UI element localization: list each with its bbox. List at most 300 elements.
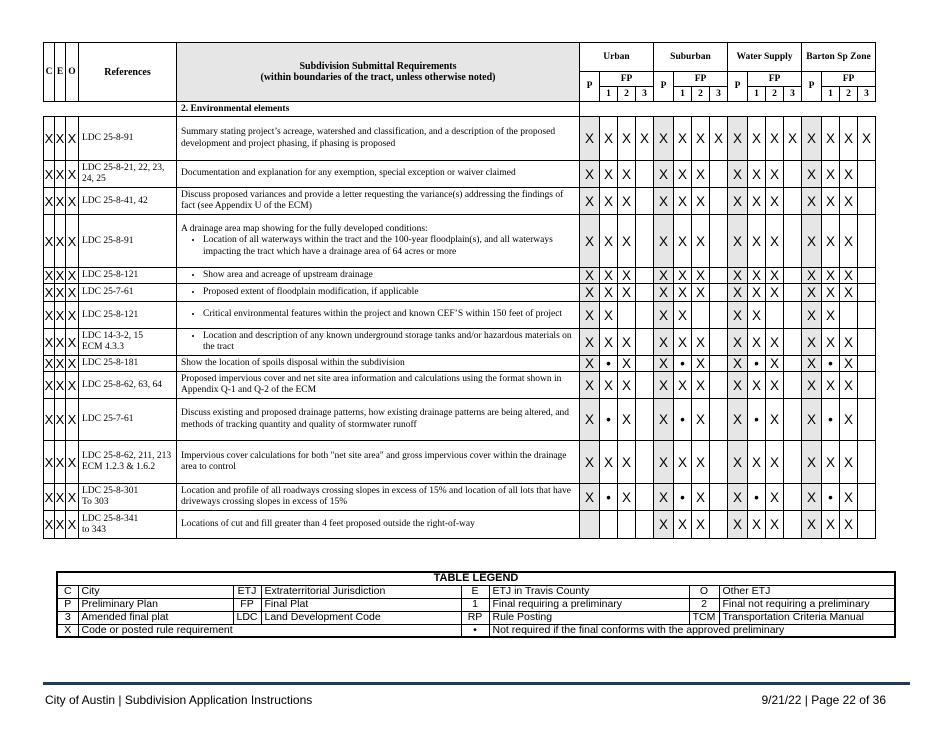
requirement-mark [858,268,876,284]
ceo-mark-o: X [66,284,79,302]
reference-line: LDC 25-8-341 [82,513,139,524]
legend-meaning: Not required if the final conforms with the approved preliminary [489,624,895,637]
ceo-mark-o: X [66,215,79,268]
requirement-mark: X [748,511,766,539]
requirement-mark: X [600,329,618,356]
requirement-mark: X [692,356,710,372]
requirement-mark: X [692,215,710,268]
requirement-mark: X [822,215,840,268]
requirement-mark: X [822,302,840,329]
requirement-mark: X [822,161,840,188]
requirement-mark: X [748,302,766,329]
requirement-mark [784,188,802,215]
ceo-mark-c: X [44,285,54,300]
reference-cell [79,356,177,372]
fp-header: FP [674,72,728,87]
fp-header: FP [600,72,654,87]
requirement-mark: X [580,356,600,372]
requirement-cell: Discuss proposed variances and provide a letter requesting the variance(s) addressing the findings of fact (see Appendix U of the ECM) [177,188,580,215]
reference-line: LDC 25-8-41, 42 [82,195,148,206]
requirement-mark: X [728,161,748,188]
requirement-mark: X [618,188,636,215]
group-header-urban: Urban [580,43,654,72]
ceo-mark-e: X [55,441,66,484]
requirement-mark: X [580,284,600,302]
reference-line: ECM 4.3.3 [82,342,124,352]
requirement-mark: X [618,268,636,284]
requirement-mark: X [728,188,748,215]
requirement-mark: X [766,161,784,188]
requirement-mark: • [822,484,840,511]
footer-left-text: City of Austin | Subdivision Application Instructions [45,693,313,707]
section-row [44,102,876,117]
requirement-mark: X [618,284,636,302]
reference-cell [79,329,177,356]
legend-meaning: Rule Posting [489,611,689,624]
requirement-cell: Proposed impervious cover and net site area information and calculations using the format shown in Appendix Q-1 and Q-2 of the ECM [177,372,580,399]
legend-meaning: Transportation Criteria Manual [719,611,895,624]
fp-col-1: 1 [748,87,766,102]
requirement-cell: Impervious cover calculations for both "net site area" and gross impervious cover within the drainage area to control [177,441,580,484]
requirement-mark: X [618,215,636,268]
requirement-mark: X [840,356,858,372]
requirement-mark: X [802,511,822,539]
requirement-mark: • [822,356,840,372]
legend-row [57,611,895,624]
ceo-mark-e: X [55,302,66,329]
ceo-mark-e: X [55,372,66,399]
reference-line: LDC 25-8-121 [82,309,139,320]
requirement-mark [636,356,654,372]
requirement-mark: X [802,372,822,399]
requirement-cell: Locations of cut and fill greater than 4 feet proposed outside the right-of-way [177,511,580,539]
legend-meaning: City [78,585,233,598]
legend-abbreviation: FP [233,598,261,611]
requirement-mark: X [766,372,784,399]
legend-abbreviation: X [57,624,78,637]
requirement-mark: • [748,356,766,372]
requirement-mark: X [766,356,784,372]
requirement-mark: X [654,284,674,302]
requirement-mark: X [822,188,840,215]
requirement-mark: X [580,117,600,161]
requirement-mark: X [766,284,784,302]
requirement-mark: X [580,372,600,399]
requirement-mark: X [580,215,600,268]
requirement-mark: X [748,117,766,161]
requirement-mark: X [600,215,618,268]
requirement-mark: X [580,268,600,284]
fp-header: FP [822,72,876,87]
requirement-mark: X [802,484,822,511]
requirements-subtitle: (within boundaries of the tract, unless otherwise noted) [260,72,496,83]
p-header: P [802,72,822,102]
reference-line: LDC 25-8-21, 22, 23, 24, 25 [82,163,165,184]
requirement-mark [858,441,876,484]
ceo-mark-o: X [66,268,79,284]
fp-col-2: 2 [840,87,858,102]
ceo-mark-e: X [55,484,66,511]
fp-col-2: 2 [618,87,636,102]
legend-abbreviation: 1 [461,598,489,611]
legend-abbreviation: LDC [233,611,261,624]
requirement-mark: X [728,399,748,441]
legend-abbreviation: P [57,598,78,611]
table-row [44,356,876,372]
requirement-cell [177,284,580,302]
table-row [44,484,876,511]
requirement-mark: X [654,268,674,284]
ceo-mark-c: X [44,215,55,268]
reference-line: LDC 25-7-61 [82,414,134,424]
requirement-mark [766,302,784,329]
requirement-mark: X [728,329,748,356]
table-row [44,399,876,441]
requirement-mark [600,511,618,539]
requirement-mark: X [600,188,618,215]
p-header: P [580,72,600,102]
table-row [44,441,876,484]
requirement-mark: X [600,284,618,302]
ceo-mark-o: X [66,302,79,329]
requirement-mark: X [728,372,748,399]
ceo-mark-e: X [55,399,66,441]
requirement-mark: X [580,302,600,329]
requirement-mark: X [766,188,784,215]
table-row [44,372,876,399]
ceo-mark-e: X [55,161,66,188]
requirement-mark: X [654,399,674,441]
requirement-cell: Show the location of spoils disposal within the subdivision [177,356,580,372]
requirement-mark [784,268,802,284]
requirement-mark: X [748,372,766,399]
ceo-mark-o: X [66,161,79,188]
requirement-mark [840,302,858,329]
requirement-mark [858,484,876,511]
requirement-mark: X [618,161,636,188]
requirement-mark: X [692,399,710,441]
requirement-mark: X [840,399,858,441]
requirement-mark [692,302,710,329]
requirement-cell [177,215,580,268]
ceo-mark-c: X [44,399,55,441]
col-header-e: E [55,43,66,102]
requirement-mark: X [766,399,784,441]
requirement-cell: Location and profile of all roadways crossing slopes in excess of 15% and location of all lots that have driveways crossing slopes in excess of 15% [177,484,580,511]
requirement-mark: X [802,188,822,215]
col-header-requirements [177,43,580,102]
legend-meaning: Final not requiring a preliminary [719,598,895,611]
requirement-mark [710,284,728,302]
requirement-mark [710,511,728,539]
requirement-mark [784,356,802,372]
requirement-mark: X [692,329,710,356]
requirement-mark: X [580,441,600,484]
requirement-mark: X [654,329,674,356]
ceo-mark-c: X [44,484,55,511]
requirement-mark: X [802,161,822,188]
footer-rule [43,682,910,685]
requirement-mark: • [600,399,618,441]
group-header-barton-springs: Barton Sp Zone [802,43,876,72]
ceo-mark-c: X [44,356,54,371]
fp-col-3: 3 [710,87,728,102]
requirement-mark: X [674,215,692,268]
requirement-mark [636,188,654,215]
fp-col-1: 1 [822,87,840,102]
requirement-mark: • [822,399,840,441]
fp-header: FP [748,72,802,87]
reference-line: LDC 14-3-2, 15 [82,331,143,341]
requirement-mark: X [802,268,822,284]
col-header-o: O [66,43,79,102]
requirement-mark [636,215,654,268]
ceo-mark-c: X [44,188,55,215]
footer-page-info: 9/21/22 | Page 22 of 36 [761,693,886,707]
ceo-mark-o: X [66,511,79,539]
requirement-mark: X [654,215,674,268]
ceo-mark-c: X [44,329,55,356]
requirement-mark [710,484,728,511]
ceo-mark-c: X [44,268,54,283]
ceo-mark-e: X [55,215,66,268]
legend-meaning: Land Development Code [261,611,461,624]
requirement-mark: • [748,484,766,511]
requirement-mark: X [748,284,766,302]
legend-row [57,598,895,611]
requirement-mark: X [580,329,600,356]
fp-col-2: 2 [692,87,710,102]
requirement-mark: X [692,117,710,161]
requirement-mark: X [766,268,784,284]
fp-col-1: 1 [600,87,618,102]
requirement-mark: X [692,511,710,539]
requirement-mark [858,329,876,356]
requirement-mark: X [600,441,618,484]
requirement-mark: X [822,372,840,399]
requirement-mark: X [618,372,636,399]
p-header: P [654,72,674,102]
fp-col-3: 3 [784,87,802,102]
section-title: 2. Environmental elements [177,102,580,117]
ceo-mark-o: X [66,399,79,441]
requirement-mark: X [802,215,822,268]
ceo-mark-e: X [55,188,66,215]
reference-line: LDC 25-7-61 [82,287,134,297]
requirement-mark [858,399,876,441]
legend-row [57,585,895,598]
requirement-mark: X [802,329,822,356]
requirement-mark [784,302,802,329]
requirements-table [43,42,876,539]
requirement-bullet: • Proposed extent of floodplain modification, if applicable [203,287,576,299]
requirement-cell [177,302,580,329]
requirement-mark: X [692,441,710,484]
legend-abbreviation: TCM [689,611,719,624]
requirement-mark: X [728,484,748,511]
requirement-mark: X [692,188,710,215]
table-row [44,284,876,302]
ceo-mark-o: X [66,329,79,356]
requirement-mark: X [654,441,674,484]
legend-meaning: Code or posted rule requirement [78,624,461,637]
legend-meaning: ETJ in Travis County [489,585,689,598]
requirement-mark: X [710,117,728,161]
ceo-mark-e: X [55,268,65,283]
requirement-mark: X [674,188,692,215]
requirement-mark: X [766,484,784,511]
reference-line: LDC 25-8-62, 63, 64 [82,379,162,390]
ceo-mark-e: X [55,285,65,300]
requirement-mark [858,356,876,372]
requirement-mark [858,302,876,329]
requirement-mark [784,511,802,539]
reference-cell [79,188,177,215]
ceo-mark-c: X [44,441,55,484]
requirement-mark: X [822,268,840,284]
requirement-mark: X [654,188,674,215]
legend-abbreviation: ETJ [233,585,261,598]
col-header-c: C [44,43,55,102]
requirement-mark [636,511,654,539]
requirement-mark: X [618,117,636,161]
requirement-mark: X [636,117,654,161]
table-row [44,329,876,356]
requirement-mark: X [728,284,748,302]
requirement-mark: X [802,399,822,441]
requirement-mark [636,284,654,302]
legend-abbreviation: 3 [57,611,78,624]
requirement-bullet: • Show area and acreage of upstream drainage [203,270,576,282]
requirement-mark: X [748,215,766,268]
requirement-mark: X [840,329,858,356]
requirement-bullet: • Critical environmental features within the project and known CEF’S within 150 feet of project [203,309,576,321]
ceo-mark-e: X [55,329,66,356]
ceo-mark-o: X [66,188,79,215]
legend-meaning: Extraterritorial Jurisdiction [261,585,461,598]
requirement-mark: X [802,302,822,329]
requirement-mark [636,484,654,511]
reference-cell [79,268,177,284]
requirement-mark [710,215,728,268]
requirement-mark: • [748,399,766,441]
requirement-mark: X [840,511,858,539]
requirement-mark [858,284,876,302]
requirement-mark [710,356,728,372]
requirement-mark: X [600,268,618,284]
ceo-mark-e: X [55,356,65,371]
legend-meaning: Other ETJ [719,585,895,598]
requirement-mark [636,329,654,356]
table-row [44,302,876,329]
requirement-mark: X [766,215,784,268]
requirement-bullet: • Location of all waterways within the tract and the 100-year floodplain(s), and all waterways impacting the tract which have a drainage area of 64 acres or more [203,235,576,258]
fp-col-1: 1 [674,87,692,102]
requirement-mark: X [580,161,600,188]
requirement-mark: X [840,284,858,302]
table-row [44,188,876,215]
requirement-mark: • [600,484,618,511]
requirement-mark [784,284,802,302]
requirement-mark: X [840,161,858,188]
reference-cell [79,441,177,484]
requirement-mark [858,215,876,268]
requirement-cell: Summary stating project’s acreage, watershed and classification, and a description of the proposed development and project phasing, if phasing is proposed [177,117,580,161]
requirement-mark: X [618,329,636,356]
requirement-mark: X [840,188,858,215]
requirement-mark [858,372,876,399]
legend-meaning: Final requiring a preliminary [489,598,689,611]
reference-line: To 303 [82,497,109,507]
ceo-mark-o: X [66,484,79,511]
requirement-mark: X [674,302,692,329]
requirement-mark: X [748,188,766,215]
requirement-mark: X [822,117,840,161]
requirement-cell: Discuss existing and proposed drainage patterns, how existing drainage patterns are being altered, and methods of tracking quantity and quality of stormwater runoff [177,399,580,441]
reference-cell [79,511,177,539]
table-legend [56,571,896,638]
requirement-cell [177,268,580,284]
reference-cell [79,215,177,268]
requirement-mark [784,399,802,441]
requirement-mark: X [728,268,748,284]
requirement-mark: X [822,284,840,302]
requirement-mark [580,511,600,539]
requirement-mark: X [766,329,784,356]
requirement-mark: • [600,356,618,372]
requirement-mark: X [840,215,858,268]
ceo-mark-c: X [44,302,55,329]
requirement-mark [618,302,636,329]
reference-cell [79,161,177,188]
requirement-mark [858,511,876,539]
legend-meaning: Amended final plat [78,611,233,624]
requirement-mark [710,399,728,441]
requirement-mark: X [654,511,674,539]
requirement-mark [858,188,876,215]
requirement-mark: X [674,511,692,539]
requirement-mark [710,372,728,399]
requirement-mark: X [802,356,822,372]
requirement-mark [858,161,876,188]
requirement-mark [710,329,728,356]
requirement-mark: X [822,511,840,539]
legend-abbreviation: RP [461,611,489,624]
ceo-mark-o: X [66,117,79,161]
reference-line: LDC 25-8-121 [82,270,139,280]
requirement-mark: X [840,372,858,399]
requirement-mark: X [858,117,876,161]
requirement-mark: X [618,356,636,372]
requirement-mark: X [580,188,600,215]
requirements-title: Subdivision Submittal Requirements [299,61,457,72]
requirement-mark: X [840,441,858,484]
requirement-mark: X [728,117,748,161]
ceo-mark-c: X [44,511,55,539]
requirement-mark: X [654,161,674,188]
ceo-mark-c: X [44,372,55,399]
legend-abbreviation: • [461,624,489,637]
requirement-mark: X [580,484,600,511]
requirement-mark: X [748,329,766,356]
requirement-mark: X [692,484,710,511]
reference-cell [79,484,177,511]
requirement-mark [636,161,654,188]
requirement-mark [710,161,728,188]
requirement-text: A drainage area map showing for the fully developed conditions: [181,223,428,234]
requirement-mark: X [618,484,636,511]
requirement-mark: X [802,441,822,484]
